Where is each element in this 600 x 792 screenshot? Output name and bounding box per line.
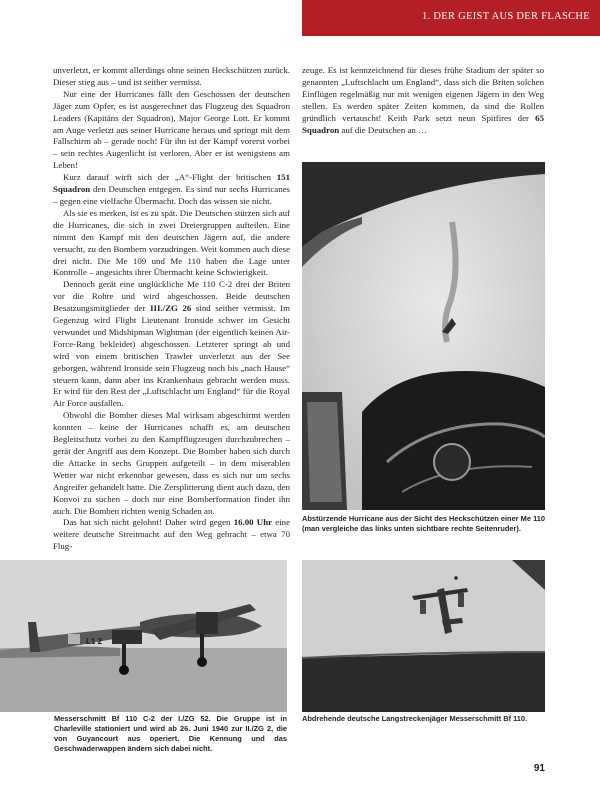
- caption-bf110-diving: Abdrehende deutsche Langstreckenjäger Messerschmitt Bf 110.: [302, 714, 528, 723]
- paragraph: Nur eine der Hurricanes fällt den Geschossen der deutschen Jäger zum Opfer, es ist ausgerechnet das Flugzeug des Squadron Leaders (Kapitäns der Squadron), Major George Lott. Er kommt am Auge verletzt aus seiner Hurricane heraus und springt mit dem Fallschirm ab – gerade noch! Für ihn ist der Kampf vorerst vorbei – sein rechtes Augenlicht ist verloren. Aber er ist wenigstens am Leben!: [53, 88, 290, 171]
- paragraph: zeuge. Es ist kennzeichnend für dieses frühe Stadium der später so genannten „Luftschlacht um England“, dass sich die Briten solchen Einflügen regelmäßig nur mit wenigen eigenen Jägern in den Weg stellen. Es werden später Zeiten kommen, da sind die Rollen gründlich vertauscht! Keith Park setzt neun Spitfires der 65 Squadron auf die Deutschen an …: [302, 65, 544, 135]
- chapter-title: 1. DER GEIST AUS DER FLASCHE: [421, 11, 590, 22]
- aircraft-code-marking: L1 2: [86, 637, 103, 646]
- photo-bf110-ground: [0, 560, 287, 712]
- bold-term: III./ZG 26: [150, 303, 192, 314]
- caption-falling-hurricane: Abstürzende Hurricane aus der Sicht des Heckschützen einer Me 110 (man vergleiche das links unten sichtbare rechte Seitenruder).: [302, 514, 545, 533]
- paragraph: Kurz darauf wirft sich der „A“-Flight der britischen 151 Squadron den Deutschen entgegen. Es sind nur sechs Hurricanes – gegen eine vielfache Übermacht. Doch das wissen sie nicht.: [53, 172, 290, 206]
- right-text-column: [302, 65, 544, 136]
- caption-bf110-ground: Messerschmitt Bf 110 C-2 der I./ZG 52. Die Gruppe ist in Charleville stationiert und wird ab 26. Juni 1940 zur II./ZG 2, die von Guyancourt aus operiert. Die Kennung und das Geschwaderwappen ändern sich dabei nicht.: [54, 714, 287, 753]
- chapter-header-band: [302, 0, 600, 36]
- paragraph: unverletzt, er kommt allerdings ohne seinen Heckschützen zurück. Dieser stieg aus – und ist seither vermisst.: [53, 65, 290, 87]
- paragraph: Obwohl die Bomber dieses Mal wirksam abgeschirmt werden konnten – keine der Hurricanes schafft es, am deutschen Begleitschutz vorbei zu den Kampfflugzeugen durchzubrechen – gerät der Angriff aus dem Konzept. Die Bomber haben sich durch die Attacke in sechs Gruppen aufgeteilt – in dem miserablen Wetter war nicht erkennbar gewesen, dass es sich nur um sechs Angreifer gehandelt hatte. Die Zersplitterung dient auch dazu, den Konvoi zu suchen – doch nur eine Bomberformation findet ihn auch. Die Bomben richten wenig Schaden an.: [53, 410, 290, 516]
- bold-term: 65 Squadron: [302, 112, 544, 135]
- photo-bf110-diving: [302, 560, 545, 712]
- page-number: 91: [533, 763, 545, 774]
- paragraph: Als sie es merken, ist es zu spät. Die Deutschen stürzen sich auf die Hurricanes, die sich in zwei Dreiergruppen aufteilen. Eine nimmt den Kampf mit den deutschen Jägern auf, die andere versucht, zu den Bombern vorzudringen. Weit kommen auch diese drei nicht. Die Me 109 und Me 110 haben die Lage unter Kontrolle – angesichts ihrer Übermacht keine Schwierigkeit.: [53, 207, 290, 278]
- bold-term: 16.00 Uhr: [233, 517, 273, 528]
- paragraph: Dennoch gerät eine unglückliche Me 110 C-2 drei der Briten vor die Rohre und wird abgeschossen. Beide deutschen Besatzungsmitglieder der III./ZG 26 sind seither vermisst. Im Gegenzug wird Flight Lieutenant Ironside schwer im Gesicht verwundet und Midshipman Wightman (der eigentlich keinen Air-Force-Rang bekleidet) abgeschossen. Letzterer springt ab und wird von einem britischen Trawler unverletzt aus der See geborgen, während Ironside sein Flugzeug noch bis „nach Hause“ steuern kann, dann aber ins Krankenhaus gebracht werden muss. Er wird für den Rest der „Luftschlacht um England“ für die Royal Air Force ausfallen.: [53, 279, 291, 409]
- paragraph: Das hat sich nicht gelohnt! Daher wird gegen 16.00 Uhr eine weitere deutsche Streitmacht auf den Weg gebracht – etwa 70 Flug-: [53, 517, 290, 552]
- bold-term: 151 Squadron: [53, 172, 290, 195]
- photo-falling-hurricane: [302, 162, 545, 510]
- left-text-column: [53, 65, 290, 553]
